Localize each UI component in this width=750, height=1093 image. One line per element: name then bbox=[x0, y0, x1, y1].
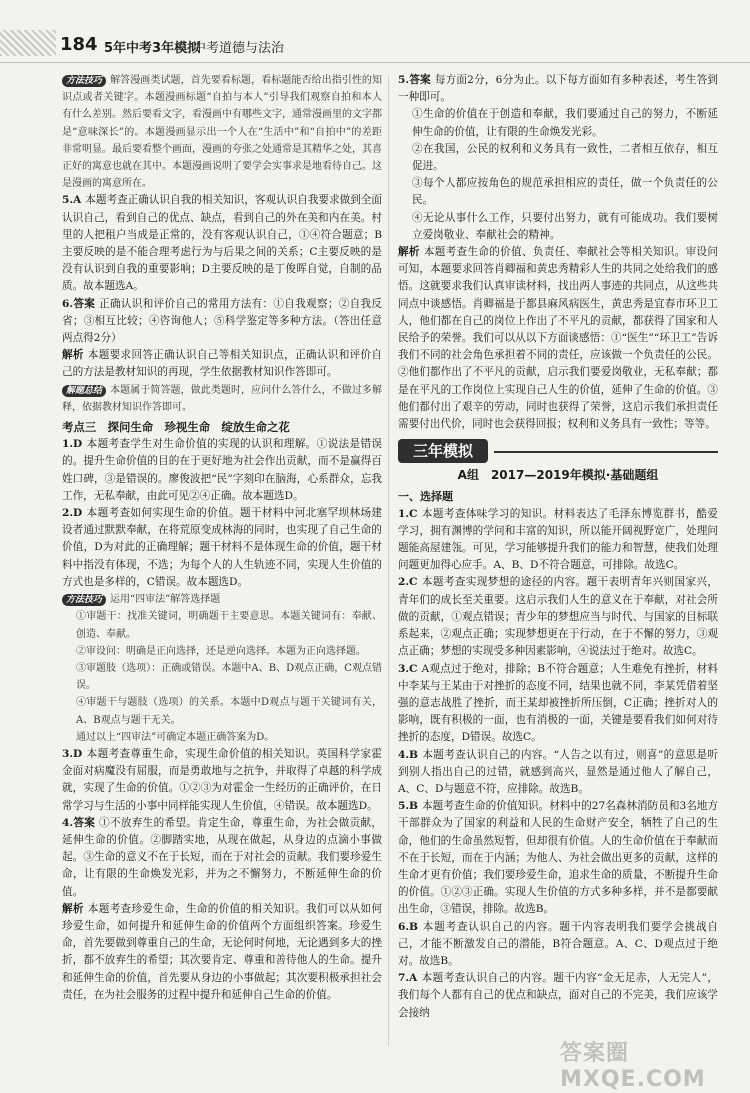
answer-text: 本题考查学生对生命价值的实现的认识和理解。①说法是错误的。提升生命价值的目的在于更好地为社会作出贡献，而不是赢得百姓口碑，③是错误的。廖俊波把“民”字刻印在脑海，心系群众，忘我工作，无私奉献，由此可见②④正确。故本题选D。 bbox=[62, 438, 382, 502]
method-text: 解答漫画类试题，首先要看标题，看标题能否给出指引性的知识点或者关键字。本题漫画标题“自拍与本人”引导我们观察自拍和本人有什么差别。然后要看文字，看漫画中有哪些文字，通常漫画里的文字都是“意味深长”的。本题漫画显示出一个人在“生活中”和“自拍中”的差距非常明显。最后要看整个画面，漫画的夸张之处通常是其精华之处，其喜正好的寓意也就在其中。本题漫画说明了要学会实事求是地看待自己。这是漫画的寓意所在。 bbox=[62, 75, 382, 190]
summary-text: 本题属于简答题，做此类题时，应问什么答什么，不做过多解释，依据教材知识作答即可。 bbox=[62, 384, 382, 413]
answer-number: 5.B bbox=[398, 800, 419, 813]
answer-text: 本题考查如何实现生命的价值。题干材料中河北塞罕坝林场建设者通过默默奉献，在将荒原变成林海的同时，也实现了自己生命的价值，D为对此的正确理解；题干材料不是体现生命的价值，题干材料中指没有体现，不选；为每个人的人生轨迹不同，实现人生价值的方式也是多样的，C错误。故本题选D。 bbox=[62, 507, 382, 588]
answer-item bbox=[398, 506, 718, 575]
analysis-item bbox=[62, 347, 382, 381]
column-divider bbox=[388, 76, 389, 1046]
group-title: A组 2017—2019年模拟·基础题组 bbox=[457, 468, 659, 483]
answer-item bbox=[398, 747, 718, 799]
answer-text: 本题考查尊重生命，实现生命价值的相关知识。英国科学家霍金面对病魔没有屈服，而是勇敢地与之抗争，并取得了卓越的科学成就，实现了生命的价值。①②③为对霍金一生经历的正确评价，在日常学习与生活的小事中同样能实现人生价值，④错误。故本题选D。 bbox=[62, 747, 382, 812]
method-step: 通过以上“四审法”可确定本题正确答案为D。 bbox=[76, 731, 275, 743]
answer-point: ②在我国，公民的权利和义务具有一致性，二者相互依存，相互促进。 bbox=[412, 142, 718, 173]
answer-item bbox=[398, 661, 718, 747]
answer-item bbox=[62, 296, 382, 348]
analysis-text: 本题考查生命的价值、负责任、奉献社会等相关知识。审设问可知，本题要求回答肖卿福和黄忠秀精彩人生的共同之处给我们的感悟。这就要求我们认真审读材料，找出两人事迹的共同点，从这些共同点中谈感悟。肖卿福是于都县麻风病医生，黄忠秀是宜春市环卫工人，他们都在自己的岗位上作出了不平凡的贡献，都获得了国家和人民给予的荣誉。我们可以从以下方面谈感悟：①“医生”“环卫工”告诉我们不同的社会角色承担着不同的责任，应该做一个负责任的公民。②他们都作出了不平凡的贡献，启示我们要爱岗敬业，无私奉献；都是在平凡的工作岗位上实现自己人生的价值，延伸了生命的价值。③他们都付出了艰辛的劳动，同时也获得了荣誉，这启示我们承担责任需要付出代价，同时也会获得回报；权利和义务具有一致性；等等。 bbox=[398, 246, 719, 431]
summary-note bbox=[62, 382, 382, 416]
method-step: ①审题干：找准关键词，明确题干主要意思。本题关键词有：奉献、创造、奉献。 bbox=[76, 611, 382, 640]
answer-text: 本题考查认识自己的内容。题干内容“金无足赤，人无完人”，我们每个人都有自己的优点和缺点，面对自己的不完美，我们应该学会接纳 bbox=[398, 972, 718, 1019]
answer-text: 本题考查生命的价值知识。材料中的27名森林消防员和3名地方干部群众为了国家的利益和人民的生命财产安全，牺牲了自己的生命，他们的生命虽然短暂，但却很有价值。人的生命价值在于奉献而不在于长短，而在于内涵；为他人、为社会做出更多的贡献，这样的生命才更有价值；我们要珍爱生命，追求生命的质量，不断提升生命的价值。①②③正确。实现人生价值的方式多种多样，并不是都要献出生命，③错误，排除。故选B。 bbox=[398, 800, 718, 916]
answer-item bbox=[62, 192, 382, 295]
answer-text: 本题考查正确认识自我的相关知识，客观认识自我要求做到全面认识自己，看到自己的优点、缺点，看到自己的外在美和内在美。村里的人把租户当成是正常的，没有客观认识自己，①④符合题意；B主要反映的是不能合理考虑行为与后果之间的关系；C主要反映的是没有认识到自我的重要影响；D主要反映的是丁俊晖自觉，自制的品质。故本题选A。 bbox=[62, 194, 382, 293]
banner-rule bbox=[494, 451, 718, 453]
answer-item bbox=[398, 919, 718, 971]
answer-number: 6.答案 bbox=[62, 297, 96, 310]
method-step: ④审题干与题肢（选项）的关系。本题中D观点与题干关键词有关，A、B观点与题干无关。 bbox=[76, 697, 382, 726]
answer-item bbox=[398, 72, 718, 106]
left-column bbox=[62, 72, 382, 1004]
answer-number: 2.C bbox=[398, 576, 418, 589]
page-number: 184 bbox=[60, 34, 98, 55]
answer-text: 本题考查认识自己的内容。“人告之以有过，则喜”的意思是听到别人指出自己的过错，就感到高兴，显然是通过他人了解自己，A、C、D与题意不符，应排除。故选B。 bbox=[398, 748, 718, 795]
answer-text: A观点过于绝对，排除；B不符合题意；人生难免有挫折，材料中李某与王某由于对挫折的态度不同，结果也就不同，李某凭借着坚强的意志战胜了挫折，而王某却被挫折所压倒，C正确；挫折对人的影响，既有积极的一面，也有消极的一面，关键是要看我们如何对待挫折的态度，D错误。故选C。 bbox=[398, 662, 718, 744]
answer-number: 3.C bbox=[398, 662, 418, 675]
answer-number: 4.答案 bbox=[62, 816, 96, 829]
answer-point: ④无论从事什么工作，只要付出努力，就有可能成功。我们要树立爱岗敬业、奉献社会的精神。 bbox=[412, 211, 718, 241]
method-note bbox=[62, 72, 382, 192]
answer-text: ①不放弃生的希望。肯定生命，尊重生命，为社会做贡献，延伸生命的价值。②脚踏实地，从现在做起，从身边的点滴小事做起。③生命的意义不在于长短，而在于对社会的贡献。我们要珍爱生命，让有限的生命焕发光彩，并为之不懈努力，不断延伸生命的价值。 bbox=[62, 816, 382, 898]
answer-number: 1.D bbox=[62, 438, 83, 451]
method-note bbox=[62, 591, 382, 608]
method-text: 运用“四审法”解答选择题 bbox=[110, 594, 221, 606]
book-title: 5年中考3年模拟 bbox=[104, 41, 201, 56]
section-banner bbox=[398, 439, 718, 463]
answer-text: 本题考查实现梦想的途径的内容。题干表明青年兴则国家兴，青年们的成长至关重要。这启示我们人生的意义在于奉献，对社会所做的贡献，①观点错误；青少年的梦想应当与时代、与国家的目标联系起来，②观点正确；实现梦想更在于行动，在于不懈的努力，③观点正确；梦想的实现受多种因素影响，④说法过于绝对。故选C。 bbox=[398, 576, 718, 658]
page-header bbox=[0, 0, 750, 63]
analysis-label: 解析 bbox=[62, 902, 84, 915]
answer-text: 每方面2分，6分为止。以下每方面如有多种表述，考生答到一种即可。 bbox=[398, 74, 718, 104]
summary-badge: 解题总结 bbox=[62, 385, 106, 397]
answer-number: 6.B bbox=[398, 920, 419, 933]
answer-item bbox=[62, 505, 382, 591]
answer-point: ③每个人都应按角色的规范承担相应的责任，做一个负责任的公民。 bbox=[412, 177, 718, 207]
answer-point: ①生命的价值在于创造和奉献，我们要通过自己的努力，不断延伸生命的价值，让有限的生命焕发光彩。 bbox=[412, 108, 718, 138]
answer-item bbox=[62, 815, 382, 901]
answer-item bbox=[62, 746, 382, 815]
answer-text: 正确认识和评价自己的常用方法有：①自我观察；②自我反省；③相互比较；④咨询他人；⑤科学鉴定等多种方法。（答出任意两点得2分） bbox=[62, 297, 382, 345]
subject-title: 中考道德与法治 bbox=[193, 41, 285, 56]
answer-item bbox=[62, 436, 382, 505]
answer-number: 5.A bbox=[62, 194, 82, 207]
analysis-label: 解析 bbox=[398, 246, 420, 259]
answer-number: 2.D bbox=[62, 507, 83, 520]
banner-label: 三年模拟 bbox=[398, 439, 488, 463]
answer-item bbox=[398, 798, 718, 918]
analysis-item bbox=[62, 901, 382, 1004]
answer-text: 本题考查认识自己的内容。题干内容表明我们要学会挑战自己，才能不断激发自己的潜能，B符合题意。A、C、D观点过于绝对。故选B。 bbox=[398, 920, 718, 967]
watermark: 答案圈 MXQE.COM bbox=[560, 1041, 706, 1092]
method-badge: 方法技巧 bbox=[62, 594, 106, 606]
method-badge: 方法技巧 bbox=[62, 75, 106, 87]
topic-heading: 考点三 探问生命 珍视生命 绽放生命之花 bbox=[62, 420, 290, 435]
analysis-label: 解析 bbox=[62, 349, 84, 362]
analysis-item bbox=[398, 244, 718, 433]
analysis-text: 本题要求回答正确认识自己等相关知识点，正确认识和评价自己的方法是教材知识的再现，学生依据教材知识作答即可。 bbox=[62, 349, 383, 379]
analysis-text: 本题考查珍爱生命，生命的价值的相关知识。我们可以从如何珍爱生命，如何提升和延伸生命的价值两个方面组织答案。珍爱生命，首先要做到尊重自己的生命，无论何时何地，无论遇到多大的挫折，都不放弃生的希望；其次要肯定、尊重和善待他人的生命。提升和延伸生命的价值，首先要从身边的小事做起；其次要积极承担社会责任，在为社会服务的过程中提升和延伸自己生命的价值。 bbox=[62, 902, 383, 1001]
answer-number: 3.D bbox=[62, 747, 83, 760]
answer-number: 7.A bbox=[398, 972, 418, 985]
answer-item bbox=[398, 574, 718, 660]
answer-text: 本题考查体味学习的知识。材料表达了毛泽东博览群书，酷爱学习，拥有渊博的学问和丰富的知识，所以能开阔视野宽广，处理问题能高屋建瓴。可见，学习能够提升我们的能力和智慧，使我们处理问题更加得心应手。A、B、D不符合题意，可排除。故选C。 bbox=[398, 507, 718, 572]
answer-number: 4.B bbox=[398, 748, 419, 761]
header-hatch-decoration bbox=[0, 30, 56, 56]
section-heading: 一、选择题 bbox=[398, 490, 453, 504]
right-column bbox=[398, 72, 718, 1022]
answer-item bbox=[398, 970, 718, 1022]
method-step: ③审题肢（选项）：正确或错误。本题中A、B、D观点正确，C观点错误。 bbox=[76, 662, 382, 692]
method-step: ②审设问：明确是正向选择，还是逆向选择。本题为正向选择题。 bbox=[76, 645, 366, 657]
answer-number: 5.答案 bbox=[398, 74, 431, 86]
answer-number: 1.C bbox=[398, 507, 418, 520]
